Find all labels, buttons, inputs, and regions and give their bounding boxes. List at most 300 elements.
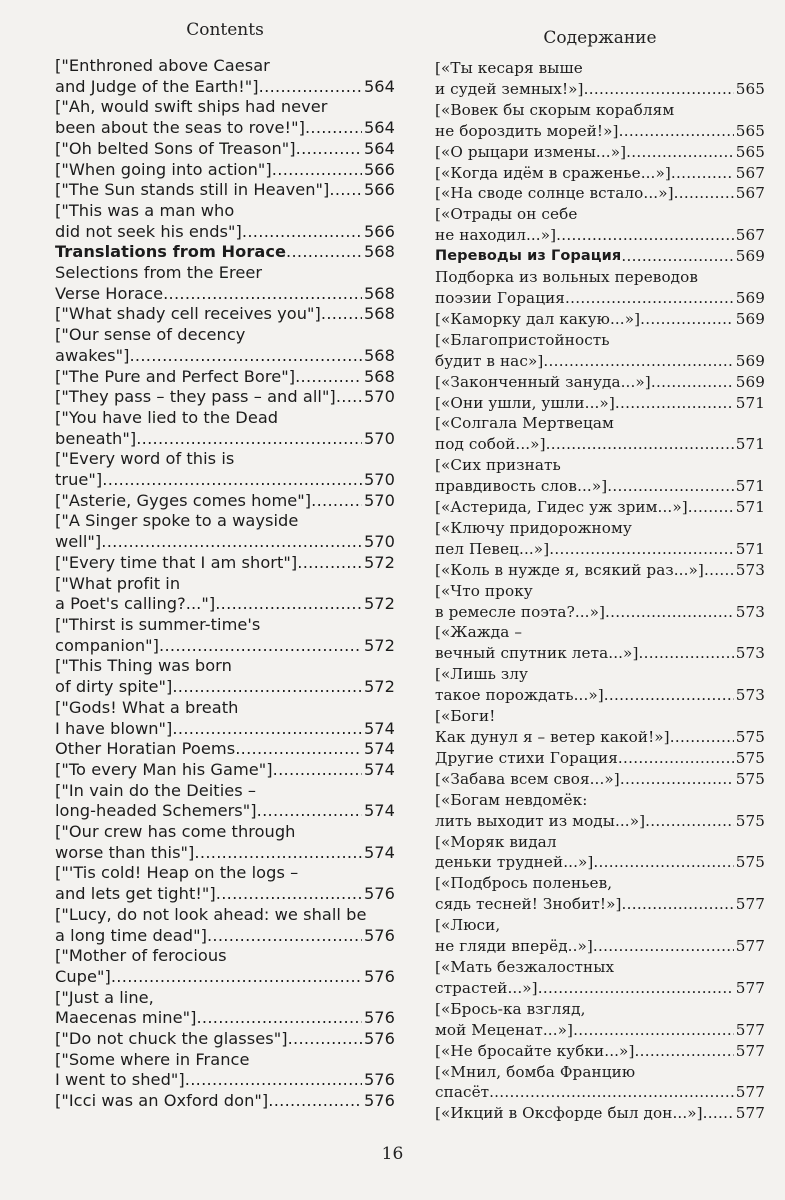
toc-entry-page-number: 575	[735, 748, 765, 767]
toc-entry-title: [«Каморку дал какую...»]	[435, 309, 641, 328]
toc-entry-last-line	[55, 222, 395, 243]
toc-entry-page-number: 577	[735, 1020, 765, 1039]
toc-entry-title: [«Коль в нужде я, всякий раз...»]	[435, 560, 704, 579]
toc-entry-page-number: 569	[735, 372, 765, 391]
toc-entry-last-line	[55, 429, 395, 450]
toc-entry-last-line	[55, 1091, 395, 1112]
toc-entry-title: сядь тесней! Знобит!»]	[435, 895, 622, 914]
toc-entry-last-line	[435, 894, 765, 915]
toc-entry	[435, 706, 765, 748]
contents-heading: Contents	[186, 20, 264, 40]
toc-entry-last-line	[435, 476, 765, 497]
toc-entry-title: [«О рыцари измены...»]	[435, 142, 627, 161]
toc-entry-title: did not seek his ends"]	[55, 221, 242, 241]
toc-entry-title: [«Астерида, Гидес уж зрим...»]	[435, 498, 688, 517]
toc-entry-title-line: [«Лишь злу	[435, 665, 529, 684]
toc-entry	[55, 325, 395, 366]
toc-entry-page-number: 573	[735, 602, 765, 621]
toc-entry-last-line	[435, 978, 765, 999]
toc-entry-title: well"]	[55, 532, 102, 552]
toc-entry	[55, 1050, 395, 1091]
toc-entry-title-line: ["This Thing was born	[55, 656, 232, 676]
toc-entry-page-number: 571	[735, 435, 765, 454]
toc-entry-title: не находил...»]	[435, 226, 557, 245]
dot-leader	[297, 553, 362, 574]
dot-leader	[111, 967, 362, 988]
toc-entry-title: не бороздить морей!»]	[435, 121, 619, 140]
dot-leader	[688, 497, 734, 518]
dot-leader	[194, 843, 362, 864]
toc-entry-title-line: [«Люси,	[435, 916, 501, 935]
toc-entry-title: and Judge of the Earth!"]	[55, 76, 259, 96]
toc-entry-title: мой Меценат...»]	[435, 1020, 574, 1039]
soderzhanie-heading: Содержание	[543, 28, 657, 48]
toc-entry-title: worse than this"]	[55, 842, 195, 862]
dot-leader	[651, 372, 734, 393]
toc-entry-last-line	[55, 284, 395, 305]
toc-entry-page-number: 571	[735, 539, 765, 558]
toc-entry-last-line	[55, 884, 395, 905]
toc-entry	[55, 553, 395, 574]
toc-entry-title-line: ["Just a line,	[55, 987, 154, 1007]
dot-leader	[272, 160, 362, 181]
toc-entry-page-number: 574	[363, 739, 395, 759]
toc-entry-title-line: [«Мать безжалостных	[435, 957, 615, 976]
toc-entry-title: ["To every Man his Game"]	[55, 759, 273, 779]
toc-entry-page-number: 574	[363, 842, 395, 862]
toc-entry-last-line	[55, 719, 395, 740]
toc-entry-last-line	[55, 532, 395, 553]
toc-entry	[435, 1041, 765, 1062]
toc-entry	[55, 201, 395, 242]
toc-entry-title: Verse Horace	[55, 283, 164, 303]
toc-entry	[55, 574, 395, 615]
toc-entry	[55, 760, 395, 781]
toc-entry-page-number: 576	[363, 966, 395, 986]
toc-entry-title-line: [«Солгала Мертвецам	[435, 414, 614, 433]
dot-leader	[549, 539, 733, 560]
toc-entry-title-line: ["A Singer spoke to a wayside	[55, 511, 299, 531]
toc-entry-page-number: 566	[363, 180, 395, 200]
toc-entry-last-line	[55, 926, 395, 947]
toc-entry	[435, 622, 765, 664]
toc-entry-title-line: [«Мнил, бомба Францию	[435, 1062, 636, 1081]
toc-entry-title: в ремесле поэта?...»]	[435, 602, 606, 621]
toc-entry-title: ["What shady cell receives you"]	[55, 304, 321, 324]
dot-leader	[257, 801, 362, 822]
dot-leader	[159, 636, 362, 657]
toc-entry-page-number: 577	[735, 937, 765, 956]
toc-entry-title-line: ["Gods! What a breath	[55, 697, 239, 717]
toc-entry-title: [«Когда идём в сраженье...»]	[435, 163, 671, 182]
dot-leader	[286, 242, 362, 263]
toc-entry-last-line	[435, 309, 765, 330]
toc-entry-last-line	[435, 246, 765, 267]
toc-entry-last-line	[435, 142, 765, 163]
toc-entry	[55, 656, 395, 697]
toc-entry-title: companion"]	[55, 635, 159, 655]
toc-entry-title-line: ["Every word of this is	[55, 449, 235, 469]
toc-entry-page-number: 577	[735, 978, 765, 997]
toc-entry	[435, 769, 765, 790]
toc-entry-title: [«Законченный зануда...»]	[435, 372, 651, 391]
toc-entry-page-number: 572	[363, 677, 395, 697]
toc-entry-last-line	[435, 351, 765, 372]
toc-entry-title-line: ["Enthroned above Caesar	[55, 56, 270, 75]
toc-entry	[435, 790, 765, 832]
toc-entry	[55, 97, 395, 138]
toc-entry	[435, 873, 765, 915]
toc-entry-title-line: Selections from the Ereer	[55, 263, 263, 283]
dot-leader	[546, 434, 734, 455]
toc-entry	[55, 511, 395, 552]
toc-entry	[55, 698, 395, 739]
dot-leader	[295, 367, 362, 388]
toc-entry	[435, 518, 765, 560]
toc-entry	[435, 915, 765, 957]
toc-entry-title: спасёт.	[435, 1083, 495, 1102]
toc-entry-title: ["When going into action"]	[55, 159, 272, 179]
toc-entry-page-number: 575	[735, 811, 765, 830]
toc-entry-page-number: 570	[363, 470, 395, 490]
dot-leader	[615, 393, 734, 414]
toc-entry-page-number: 576	[363, 1091, 395, 1111]
toc-entry-last-line	[55, 677, 395, 698]
dot-leader	[573, 1020, 734, 1041]
toc-entry-last-line	[435, 163, 765, 184]
toc-entry-title: Как дунул я – ветер какой!»]	[435, 728, 670, 746]
toc-entry-page-number: 576	[363, 1070, 395, 1090]
toc-entry	[55, 946, 395, 987]
dot-leader	[288, 1029, 362, 1050]
toc-entry-title-line: [«Моряк видал	[435, 832, 557, 851]
toc-entry	[435, 204, 765, 246]
dot-leader	[593, 852, 733, 873]
toc-entry	[55, 408, 395, 449]
toc-section-heading	[435, 246, 765, 267]
dot-leader	[242, 222, 362, 243]
dot-leader	[622, 894, 734, 915]
toc-entry-title: поэзии Горация	[435, 288, 565, 307]
dot-leader	[604, 685, 734, 706]
toc-entry-page-number: 567	[735, 226, 765, 245]
toc-entry-last-line	[435, 372, 765, 393]
dot-leader	[185, 1070, 362, 1091]
dot-leader	[207, 926, 362, 947]
toc-entry-last-line	[435, 685, 765, 706]
toc-entry-title: страстей...»]	[435, 978, 538, 997]
toc-entry-page-number: 569	[735, 351, 765, 370]
toc-entry-title: I went to shed"]	[55, 1070, 185, 1090]
dot-leader	[671, 163, 734, 184]
dot-leader	[634, 1041, 733, 1062]
toc-entry-last-line	[435, 602, 765, 623]
toc-entry	[435, 957, 765, 999]
toc-entry	[55, 1029, 395, 1050]
toc-entry-page-number: 574	[363, 759, 395, 779]
dot-leader	[543, 351, 733, 372]
toc-entry-last-line	[435, 1020, 765, 1041]
toc-entry-title-line: ["Some where in France	[55, 1049, 250, 1069]
dot-leader	[273, 760, 362, 781]
toc-entry-title: пел Певец...»]	[435, 539, 550, 558]
toc-entry	[435, 560, 765, 581]
dot-leader	[621, 246, 733, 267]
toc-entry	[435, 664, 765, 706]
toc-entry-title-line: [«Благопристойность	[435, 330, 610, 349]
dot-leader	[329, 180, 362, 201]
toc-entry-title: Other Horatian Poems	[55, 739, 236, 759]
dot-leader	[626, 142, 734, 163]
toc-entry-title: I have blown"]	[55, 718, 173, 738]
toc-entry-last-line	[55, 77, 395, 98]
dot-leader	[538, 978, 734, 999]
toc-entry-page-number: 576	[363, 884, 395, 904]
toc-entry-page-number: 568	[363, 304, 395, 324]
dot-leader	[565, 288, 734, 309]
toc-entry-page-number: 567	[735, 163, 765, 182]
toc-entry-last-line	[435, 121, 765, 142]
toc-entry	[435, 393, 765, 414]
toc-entry-page-number: 569	[735, 247, 765, 266]
toc-entry-last-line	[435, 497, 765, 518]
toc-entry-page-number: 575	[735, 769, 765, 788]
toc-entry-title-line: [«Отрады он себе	[435, 205, 578, 224]
toc-entry-page-number: 572	[363, 635, 395, 655]
dot-leader	[268, 1091, 362, 1112]
dot-leader	[305, 118, 362, 139]
toc-entry-page-number: 576	[363, 1029, 395, 1049]
toc-entry-page-number: 568	[363, 345, 395, 365]
toc-entry-page-number: 564	[363, 138, 395, 158]
toc-entry-title: [«Не бросайте кубки...»]	[435, 1041, 635, 1060]
toc-entry-title: не гляди вперёд..»]	[435, 937, 593, 956]
toc-entry	[55, 615, 395, 656]
toc-entry	[55, 139, 395, 160]
toc-entry-page-number: 568	[363, 366, 395, 386]
toc-entry-title: ["Do not chuck the glasses"]	[55, 1029, 288, 1049]
toc-entry-last-line	[435, 1041, 765, 1062]
toc-entry-title-line: [«Богам невдомёк:	[435, 790, 588, 809]
toc-entry-last-line	[435, 727, 765, 748]
toc-entry-title: и судей земных!»]	[435, 79, 584, 98]
toc-entry-title: long-headed Schemers"]	[55, 801, 257, 821]
toc-entry-title: будит в нас»]	[435, 351, 544, 370]
toc-entry-last-line	[435, 79, 765, 100]
toc-entry-last-line	[55, 118, 395, 139]
dot-leader	[172, 719, 362, 740]
toc-entry	[435, 183, 765, 204]
toc-entry-title: лить выходит из моды...»]	[435, 811, 646, 830]
toc-entry-page-number: 573	[735, 560, 765, 579]
toc-entry-last-line	[435, 1082, 765, 1103]
dot-leader	[259, 77, 362, 98]
toc-entry-last-line	[55, 760, 395, 781]
toc-entry-title-line: ["'Tis cold! Heap on the logs –	[55, 863, 299, 883]
toc-section-heading	[55, 242, 395, 263]
toc-entry-page-number: 566	[363, 221, 395, 241]
toc-entry	[435, 267, 765, 309]
dot-leader	[101, 532, 362, 553]
toc-entry	[435, 748, 765, 769]
dot-leader	[336, 387, 362, 408]
toc-entry-page-number: 571	[735, 498, 765, 517]
toc-entry-page-number: 576	[363, 1008, 395, 1028]
toc-entry-last-line	[435, 1103, 765, 1124]
dot-leader	[136, 429, 362, 450]
toc-entry-page-number: 570	[363, 428, 395, 448]
dot-leader	[618, 748, 734, 769]
toc-entry	[435, 999, 765, 1041]
toc-entry-page-number: 577	[735, 1104, 765, 1123]
toc-entry-last-line	[55, 594, 395, 615]
toc-entry	[55, 160, 395, 181]
toc-entry-last-line	[435, 643, 765, 664]
toc-entry-last-line	[55, 387, 395, 408]
toc-entry-title-line: ["Mother of ferocious	[55, 946, 227, 966]
dot-leader	[607, 476, 733, 497]
toc-entry-title-line: [«Брось-ка взгляд,	[435, 999, 586, 1018]
dot-leader	[584, 79, 734, 100]
toc-entry-page-number: 564	[363, 118, 395, 138]
toc-entry-last-line	[435, 769, 765, 790]
toc-entry-page-number: 564	[363, 76, 395, 96]
toc-entry	[55, 863, 395, 904]
toc-entry-last-line	[435, 434, 765, 455]
toc-entry	[435, 1103, 765, 1124]
toc-entry	[435, 100, 765, 142]
toc-entry-title: beneath"]	[55, 428, 137, 448]
toc-entry	[55, 56, 395, 97]
toc-entry-title: такое порождать...»]	[435, 686, 604, 705]
toc-entry-page-number: 568	[363, 242, 395, 262]
dot-leader	[620, 769, 734, 790]
dot-leader	[215, 594, 362, 615]
toc-entry-page-number: 565	[735, 79, 765, 98]
toc-entry-last-line	[55, 1070, 395, 1091]
toc-entry-last-line	[55, 242, 395, 263]
toc-entry-last-line	[55, 160, 395, 181]
toc-entry-title: true"]	[55, 470, 103, 490]
dot-leader	[704, 560, 734, 581]
toc-entry-title: a long time dead"]	[55, 925, 207, 945]
toc-entry-last-line	[55, 180, 395, 201]
toc-entry-last-line	[435, 225, 765, 246]
toc-entry-last-line	[55, 139, 395, 160]
toc-entry-page-number: 577	[735, 895, 765, 914]
dot-leader	[593, 936, 734, 957]
toc-entry-page-number: 573	[735, 644, 765, 663]
toc-entry-last-line	[55, 801, 395, 822]
dot-leader	[494, 1082, 734, 1103]
toc-entry-title: Другие стихи Горация	[435, 748, 618, 767]
toc-entry-last-line	[55, 304, 395, 325]
toc-entry-page-number: 574	[363, 718, 395, 738]
toc-entry	[55, 1091, 395, 1112]
dot-leader	[640, 309, 734, 330]
toc-entry	[55, 180, 395, 201]
toc-entry	[435, 163, 765, 184]
toc-entry-title-line: ["Lucy, do not look ahead: we shall be	[55, 904, 367, 924]
toc-entry-last-line	[55, 967, 395, 988]
toc-entry-title: ["The Pure and Perfect Bore"]	[55, 366, 296, 386]
toc-entry-title: been about the seas to rove!"]	[55, 118, 305, 138]
dot-leader	[321, 304, 362, 325]
toc-entry-page-number: 567	[735, 184, 765, 203]
toc-entry	[55, 367, 395, 388]
toc-entry-page-number: 570	[363, 387, 395, 407]
dot-leader	[172, 677, 362, 698]
toc-entry	[435, 581, 765, 623]
toc-entry-last-line	[55, 843, 395, 864]
dot-leader	[638, 643, 733, 664]
dot-leader	[311, 491, 362, 512]
toc-entry-page-number: 576	[363, 925, 395, 945]
toc-entry-title: of dirty spite"]	[55, 677, 173, 697]
toc-entry	[55, 449, 395, 490]
toc-entry-page-number: 575	[735, 853, 765, 872]
toc-entry-title: ["Every time that I am short"]	[55, 552, 298, 572]
toc-entry-title-line: ["In vain do the Deities –	[55, 780, 257, 800]
toc-entry-page-number: 570	[363, 532, 395, 552]
toc-entry-last-line	[435, 748, 765, 769]
toc-entry	[435, 1062, 765, 1104]
toc-entry	[435, 309, 765, 330]
toc-entry-title: ["Icci was an Oxford don"]	[55, 1091, 269, 1111]
toc-entry	[435, 142, 765, 163]
dot-leader	[129, 346, 362, 367]
toc-entry-title-line: [«Ты кесаря выше	[435, 59, 583, 77]
toc-entry-title: [«На своде солнце встало...»]	[435, 184, 674, 203]
toc-entry-title-line: ["Thirst is summer-time's	[55, 614, 261, 634]
toc-entry	[435, 832, 765, 874]
toc-entry-title: правдивость слов...»]	[435, 477, 608, 496]
toc-entry-last-line	[55, 1008, 395, 1029]
toc-entry-title-line: [«Подбрось поленьев,	[435, 874, 613, 893]
toc-entry-page-number: 575	[735, 728, 765, 746]
toc-entry-last-line	[435, 183, 765, 204]
toc-entry-title-line: [«Ключу придорожному	[435, 518, 632, 537]
toc-entry-page-number: 570	[363, 490, 395, 510]
toc-entry-title-line: Подборка из вольных переводов	[435, 268, 699, 287]
toc-entry-page-number: 569	[735, 288, 765, 307]
toc-entry	[55, 387, 395, 408]
toc-entry	[435, 455, 765, 497]
toc-entry-page-number: 574	[363, 801, 395, 821]
toc-entry-last-line	[55, 553, 395, 574]
dot-leader	[645, 811, 734, 832]
toc-entry-title-line: [«Вовек бы скорым кораблям	[435, 100, 675, 119]
toc-entry-title: вечный спутник лета...»]	[435, 644, 639, 663]
toc-entry-title: Переводы из Горация	[435, 248, 622, 265]
toc-entry-title: and lets get tight!"]	[55, 884, 216, 904]
contents-list	[55, 56, 395, 1112]
toc-entry-title: a Poet's calling?..."]	[55, 594, 216, 614]
toc-entry-page-number: 568	[363, 283, 395, 303]
toc-entry-last-line	[435, 393, 765, 414]
toc-entry-title: Translations from Horace	[55, 242, 287, 262]
toc-entry-page-number: 569	[735, 309, 765, 328]
toc-entry-title: ["They pass – they pass – and all"]	[55, 387, 336, 407]
toc-entry	[435, 413, 765, 455]
dot-leader	[556, 225, 734, 246]
toc-entry-title: [«Забава всем своя...»]	[435, 769, 620, 788]
toc-entry	[55, 263, 395, 304]
toc-entry-page-number: 566	[363, 159, 395, 179]
dot-leader	[670, 727, 734, 748]
toc-entry-last-line	[435, 852, 765, 873]
toc-entry-title-line: [«Жажда –	[435, 623, 523, 642]
